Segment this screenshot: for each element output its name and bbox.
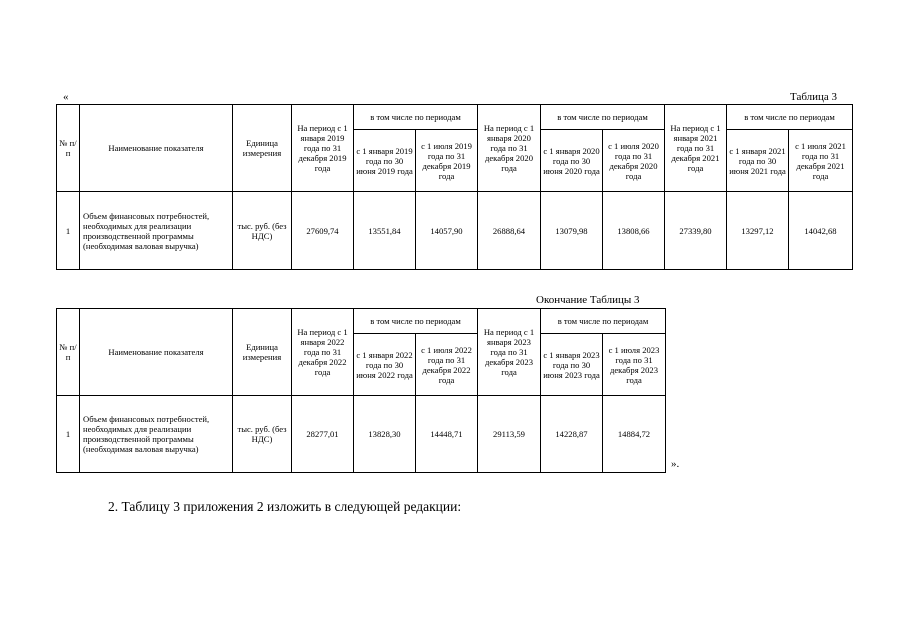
row-value: 13808,66 [603,192,665,270]
row-value: 13551,84 [354,192,416,270]
row-num: 1 [57,396,80,473]
header-period-2019: На период с 1 января 2019 года по 31 декабря 2019 года [292,105,354,192]
row-value: 14042,68 [789,192,853,270]
row-value: 13079,98 [541,192,603,270]
header-incl-2020: в том числе по периодам [541,105,665,130]
table-row [57,192,853,270]
header-name: Наименование показателя [80,309,233,396]
header-incl-2019: в том числе по периодам [354,105,478,130]
header-incl-2021: в том числе по периодам [727,105,853,130]
header-2020-h1: с 1 января 2020 года по 30 июня 2020 года [541,130,603,192]
paragraph: 2. Таблицу 3 приложения 2 изложить в следующей редакции: [108,499,462,514]
row-value: 27339,80 [665,192,727,270]
header-incl-2022: в том числе по периодам [354,309,478,334]
row-value: 29113,59 [478,396,541,473]
table-2 [56,308,666,473]
row-value: 14228,87 [541,396,603,473]
row-value: 28277,01 [292,396,354,473]
row-value: 26888,64 [478,192,541,270]
table-row [57,396,666,473]
row-name: Объем финансовых потребностей, необходимых для реализации производственной программы (необходимая валовая выручка) [80,396,233,473]
header-num: № п/п [57,309,80,396]
header-2020-h2: с 1 июля 2020 года по 31 декабря 2020 года [603,130,665,192]
row-name: Объем финансовых потребностей, необходимых для реализации производственной программы (необходимая валовая выручка) [80,192,233,270]
row-num: 1 [57,192,80,270]
header-unit: Единица измерения [233,105,292,192]
header-2019-h1: с 1 января 2019 года по 30 июня 2019 года [354,130,416,192]
table-1-caption: Таблица 3 [790,91,838,103]
header-period-2021: На период с 1 января 2021 года по 31 декабря 2021 года [665,105,727,192]
header-2023-h1: с 1 января 2023 года по 30 июня 2023 года [541,334,603,396]
closing-quote: ». [671,458,680,470]
row-value: 13297,12 [727,192,789,270]
row-value: 14057,90 [416,192,478,270]
header-2022-h1: с 1 января 2022 года по 30 июня 2022 года [354,334,416,396]
header-2023-h2: с 1 июля 2023 года по 31 декабря 2023 года [603,334,666,396]
table-2-caption: Окончание Таблицы 3 [536,294,640,306]
row-value: 13828,30 [354,396,416,473]
header-2021-h1: с 1 января 2021 года по 30 июня 2021 года [727,130,789,192]
header-2019-h2: с 1 июля 2019 года по 31 декабря 2019 года [416,130,478,192]
row-unit: тыс. руб. (без НДС) [233,192,292,270]
header-2022-h2: с 1 июля 2022 года по 31 декабря 2022 года [416,334,478,396]
header-name: Наименование показателя [80,105,233,192]
header-period-2020: На период с 1 января 2020 года по 31 декабря 2020 года [478,105,541,192]
header-incl-2023: в том числе по периодам [541,309,666,334]
header-period-2022: На период с 1 января 2022 года по 31 декабря 2022 года [292,309,354,396]
header-2021-h2: с 1 июля 2021 года по 31 декабря 2021 года [789,130,853,192]
table-1 [56,104,853,270]
row-value: 14448,71 [416,396,478,473]
header-num: № п/п [57,105,80,192]
row-unit: тыс. руб. (без НДС) [233,396,292,473]
row-value: 27609,74 [292,192,354,270]
opening-quote: « [63,91,69,103]
header-unit: Единица измерения [233,309,292,396]
header-period-2023: На период с 1 января 2023 года по 31 декабря 2023 года [478,309,541,396]
row-value: 14884,72 [603,396,666,473]
